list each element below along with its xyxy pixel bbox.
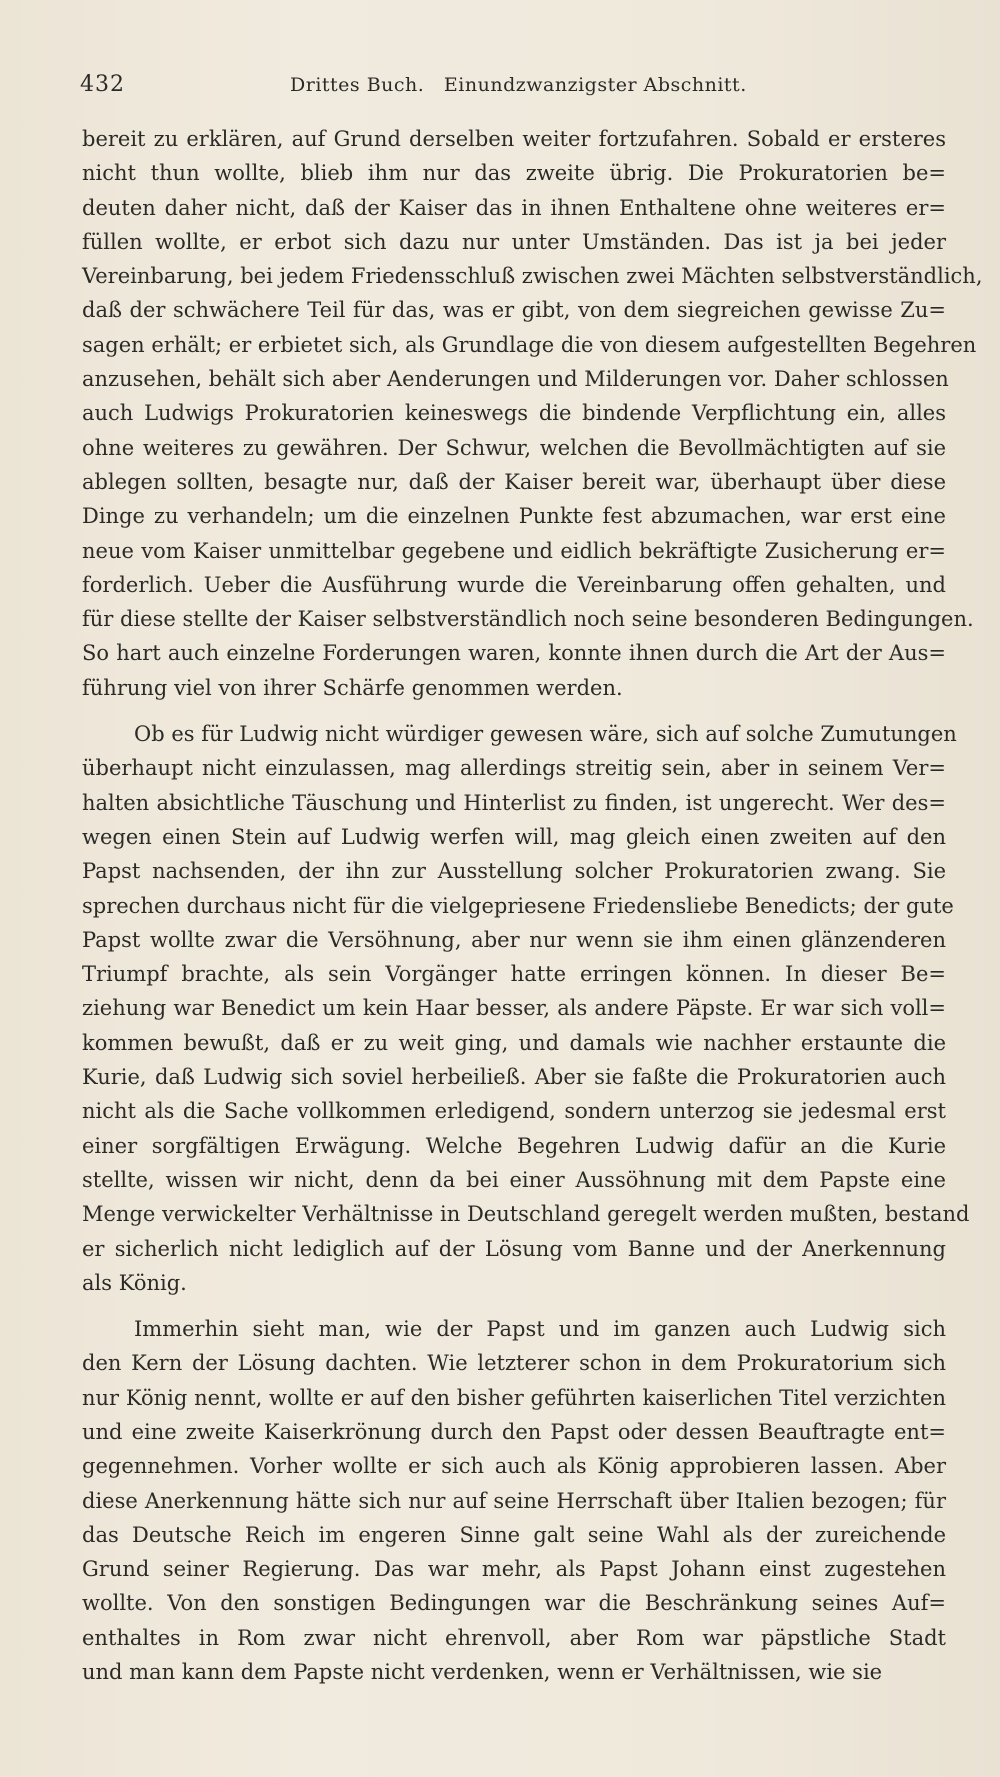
text-line: nicht als die Sache vollkommen erledigend, sondern unterzog sie jedesmal erst bbox=[82, 1099, 946, 1124]
text-line: diese Anerkennung hätte sich nur auf seine Herrschaft über Italien bezogen; für bbox=[82, 1488, 946, 1513]
text-line: sprechen durchaus nicht für die vielgepriesene Friedensliebe Benedicts; der gute bbox=[82, 893, 954, 918]
running-head bbox=[80, 72, 940, 102]
text-line: So hart auch einzelne Forderungen waren, konnte ihnen durch die Art der Aus= bbox=[82, 641, 946, 666]
text-line: deuten daher nicht, daß der Kaiser das in ihnen Enthaltene ohne weiteres er= bbox=[82, 195, 946, 220]
text-line: nur König nennt, wollte er auf den bisher geführten kaiserlichen Titel verzichten bbox=[82, 1385, 946, 1410]
text-line: nicht thun wollte, blieb ihm nur das zweite übrig. Die Prokuratorien be= bbox=[82, 161, 946, 186]
text-line: gegennehmen. Vorher wollte er sich auch als König approbieren lassen. Aber bbox=[82, 1454, 946, 1479]
text-line: wegen einen Stein auf Ludwig werfen will, mag gleich einen zweiten auf den bbox=[82, 824, 946, 849]
text-line: daß der schwächere Teil für das, was er gibt, von dem siegreichen gewisse Zu= bbox=[82, 298, 946, 323]
text-line: und eine zweite Kaiserkrönung durch den Papst oder dessen Beauftragte ent= bbox=[82, 1419, 946, 1444]
text-line: Triumpf brachte, als sein Vorgänger hatte erringen können. In dieser Be= bbox=[82, 962, 946, 987]
text-line: als König. bbox=[82, 1270, 187, 1295]
text-line: den Kern der Lösung dachten. Wie letzterer schon in dem Prokuratorium sich bbox=[82, 1351, 946, 1376]
text-line: er sicherlich nicht lediglich auf der Lösung vom Banne und der Anerkennung bbox=[82, 1236, 946, 1261]
body-text bbox=[82, 122, 983, 1689]
text-line: führung viel von ihrer Schärfe genommen werden. bbox=[82, 675, 623, 700]
text-line: wollte. Von den sonstigen Bedingungen war die Beschränkung seines Auf= bbox=[82, 1591, 946, 1616]
text-line: Papst nachsenden, der ihn zur Ausstellung solcher Prokuratorien zwang. Sie bbox=[82, 859, 946, 884]
text-line: anzusehen, behält sich aber Aenderungen und Milderungen vor. Daher schlossen bbox=[82, 367, 949, 392]
text-line: Grund seiner Regierung. Das war mehr, als Papst Johann einst zugestehen bbox=[82, 1557, 946, 1582]
text-line: Menge verwickelter Verhältnisse in Deutschland geregelt werden mußten, bestand bbox=[82, 1202, 970, 1227]
text-line: und man kann dem Papste nicht verdenken, wenn er Verhältnissen, wie sie bbox=[82, 1660, 883, 1685]
text-line: ziehung war Benedict um kein Haar besser, als andere Päpste. Er war sich voll= bbox=[82, 996, 946, 1021]
text-line: sagen erhält; er erbietet sich, als Grundlage die von diesem aufgestellten Begehren bbox=[82, 332, 977, 357]
text-line: einer sorgfältigen Erwägung. Welche Begehren Ludwig dafür an die Kurie bbox=[82, 1133, 946, 1158]
text-line: neue vom Kaiser unmittelbar gegebene und eidlich bekräftigte Zusicherung er= bbox=[82, 538, 946, 563]
paragraph-1 bbox=[82, 122, 983, 705]
text-line: Papst wollte zwar die Versöhnung, aber nur wenn sie ihm einen glänzenderen bbox=[82, 927, 946, 952]
running-title: Drittes Buch. Einundzwanzigster Abschnitt. bbox=[290, 74, 747, 96]
text-line: auch Ludwigs Prokuratorien keineswegs die bindende Verpflichtung ein, alles bbox=[82, 401, 946, 426]
text-line: füllen wollte, er erbot sich dazu nur unter Umständen. Das ist ja bei jeder bbox=[82, 229, 946, 254]
text-line: kommen bewußt, daß er zu weit ging, und damals wie nachher erstaunte die bbox=[82, 1030, 946, 1055]
text-line: Ob es für Ludwig nicht würdiger gewesen wäre, sich auf solche Zumutungen bbox=[134, 722, 957, 747]
text-line: halten absichtliche Täuschung und Hinterlist zu finden, ist ungerecht. Wer des= bbox=[82, 790, 946, 815]
text-line: überhaupt nicht einzulassen, mag allerdings streitig sein, aber in seinem Ver= bbox=[82, 756, 946, 781]
text-line: Kurie, daß Ludwig sich soviel herbeiließ. Aber sie faßte die Prokuratorien auch bbox=[82, 1065, 946, 1090]
text-line: Vereinbarung, bei jedem Friedensschluß zwischen zwei Mächten selbstverständlich, bbox=[82, 264, 983, 289]
text-line: stellte, wissen wir nicht, denn da bei einer Aussöhnung mit dem Papste eine bbox=[82, 1167, 946, 1192]
text-line: für diese stellte der Kaiser selbstverständlich noch seine besonderen Bedingungen. bbox=[82, 607, 974, 632]
text-line: forderlich. Ueber die Ausführung wurde die Vereinbarung offen gehalten, und bbox=[82, 572, 946, 597]
text-line: Dinge zu verhandeln; um die einzelnen Punkte fest abzumachen, war erst eine bbox=[82, 504, 946, 529]
text-line: bereit zu erklären, auf Grund derselben weiter fortzufahren. Sobald er ersteres bbox=[82, 127, 946, 151]
paragraph-2 bbox=[82, 717, 970, 1300]
text-line: enthaltes in Rom zwar nicht ehrenvoll, aber Rom war päpstliche Stadt bbox=[82, 1625, 946, 1650]
text-line: ablegen sollten, besagte nur, daß der Kaiser bereit war, überhaupt über diese bbox=[82, 469, 946, 494]
paragraph-3 bbox=[82, 1312, 946, 1689]
text-line: das Deutsche Reich im engeren Sinne galt seine Wahl als der zureichende bbox=[82, 1522, 946, 1547]
page-number: 432 bbox=[80, 72, 125, 97]
text-line: ohne weiteres zu gewähren. Der Schwur, welchen die Bevollmächtigten auf sie bbox=[82, 435, 946, 460]
text-line: Immerhin sieht man, wie der Papst und im ganzen auch Ludwig sich bbox=[134, 1317, 946, 1342]
